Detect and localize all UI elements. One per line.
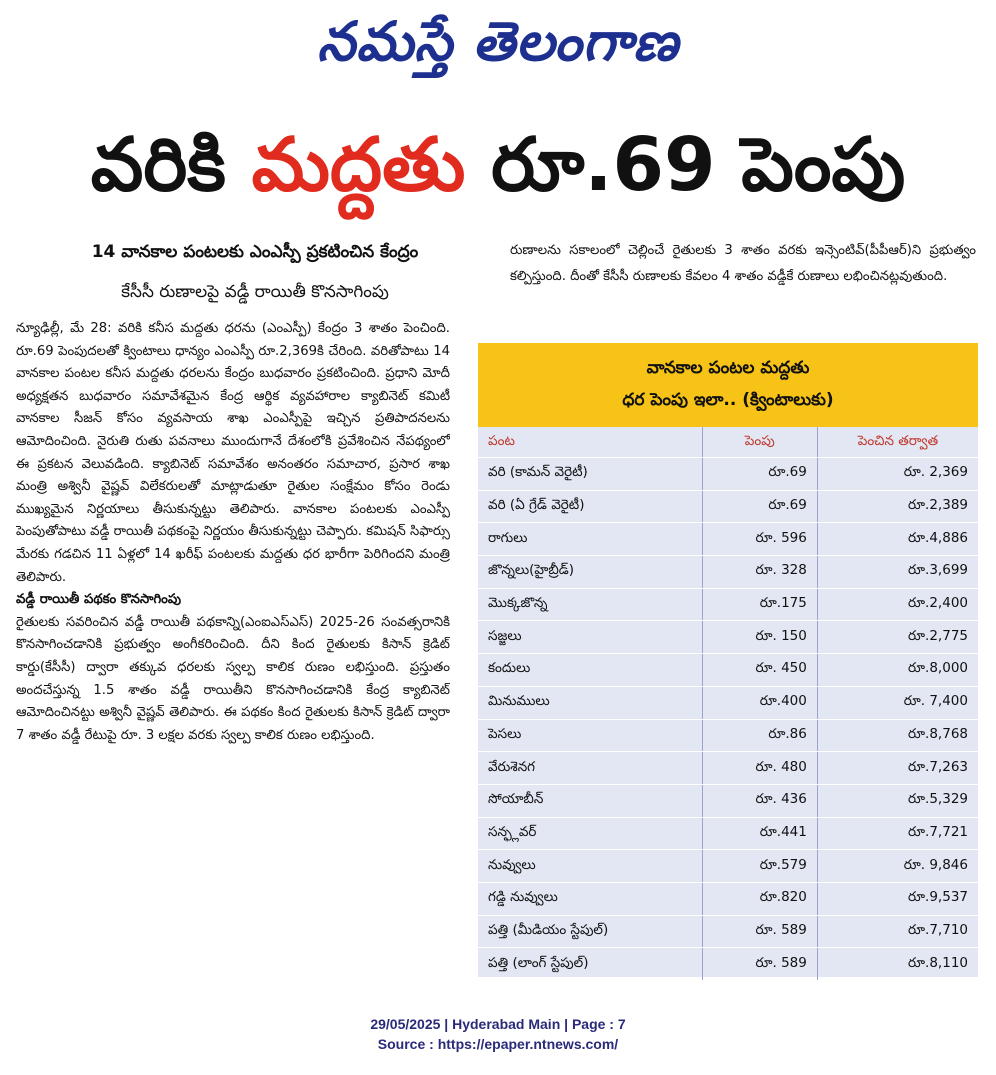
new-price-cell: రూ.4,886: [817, 523, 978, 556]
table-row: [478, 621, 978, 654]
crop-cell: వరి (ఏ గ్రేడ్ వెరైటీ): [478, 490, 702, 523]
crop-cell: పత్తి (లాంగ్ స్టేపుల్): [478, 948, 702, 981]
msp-table-title: [478, 343, 978, 427]
new-price-cell: రూ.7,263: [817, 752, 978, 785]
table-row: [478, 915, 978, 948]
increase-cell: రూ.441: [702, 817, 817, 850]
new-price-cell: రూ. 2,369: [817, 458, 978, 491]
increase-cell: రూ.69: [702, 458, 817, 491]
crop-cell: సోయాబీన్: [478, 784, 702, 817]
msp-table-title-line-1: వానకాల పంటల మద్దతు: [646, 358, 810, 378]
article-subhead: వడ్డీ రాయితీ పథకం కొనసాగింపు: [16, 592, 182, 608]
headline-part-3: రూ.69 పెంపు: [491, 122, 906, 208]
crop-cell: సజ్జలు: [478, 621, 702, 654]
table-row: [478, 752, 978, 785]
increase-cell: రూ.820: [702, 882, 817, 915]
new-price-cell: రూ.2,389: [817, 490, 978, 523]
table-row: [478, 850, 978, 883]
crop-cell: వేరుశెనగ: [478, 752, 702, 785]
headline-part-2-highlight: మద్దతు: [251, 122, 466, 208]
increase-cell: రూ.69: [702, 490, 817, 523]
subheading-secondary: కేసీసీ రుణాలపై వడ్డీ రాయితీ కొనసాగింపు: [121, 282, 389, 302]
increase-cell: రూ. 589: [702, 915, 817, 948]
increase-cell: రూ.86: [702, 719, 817, 752]
article-paragraph-1: న్యూఢిల్లీ, మే 28: వరికి కనీస మద్దతు ధరను (ఎంఎస్పీ) కేంద్రం 3 శాతం పెంచింది. రూ.69 పెంపుదలతో క్వింటాలు ధాన్యం ఎంఎస్పీ రూ.2,369కి చేరింది. వరితోపాటు 14 వానకాల పంటల కనీస మద్దతు ధరలను కేంద్రం బుధవారం ప్రకటించింది. ప్రధాని మోదీ అధ్యక్షతన బుధవారం సమావేశమైన కేంద్ర ఆర్థిక వ్యవహారాల క్యాబినెట్ కమిటీ వానకాల సీజన్ కోసం వ్యవసాయ శాఖ ఎంఎస్పీపై ఇచ్చిన ప్రతిపాదనలను ఆమోదించింది. నైరుతి రుతు పవనాలు ముందుగానే దేశంలోకి ప్రవేశించిన నేపథ్యంలో ఈ ప్రకటన వెలువడింది. క్యాబినెట్ సమావేశం అనంతరం సమాచార, ప్రసార శాఖ మంత్రి అశ్వినీ వైష్ణవ్ విలేకరులతో మాట్లాడుతూ రైతుల సంక్షేమం కోసం రెండు ముఖ్యమైన నిర్ణయాలు తీసుకున్నట్టు తెలిపారు. వానకాల పంటలకు ఎంఎస్పీ పెంపుతోపాటు వడ్డీ రాయితీ పథకంపై నిర్ణయం తీసుకున్నట్టు చెప్పారు. కమిషన్ సిఫార్సు మేరకు గడచిన 11 ఏళ్లలో 14 ఖరీఫ్ పంటలకు మద్దతు ధర భారీగా పెరిగిందని మంత్రి తెలిపారు.: [16, 321, 450, 585]
crop-cell: పత్తి (మీడియం స్టేపుల్): [478, 915, 702, 948]
increase-cell: రూ.175: [702, 588, 817, 621]
new-price-cell: రూ.9,537: [817, 882, 978, 915]
table-row: [478, 784, 978, 817]
new-price-cell: రూ.8,000: [817, 654, 978, 687]
new-price-cell: రూ.5,329: [817, 784, 978, 817]
table-row: [478, 882, 978, 915]
new-price-cell: రూ. 9,846: [817, 850, 978, 883]
table-row: [478, 817, 978, 850]
msp-table-box: [478, 343, 978, 977]
crop-cell: వరి (కామన్ వెరైటీ): [478, 458, 702, 491]
crop-cell: కందులు: [478, 654, 702, 687]
increase-cell: రూ. 328: [702, 556, 817, 589]
article-paragraph-2: రైతులకు సవరించిన వడ్డీ రాయితీ పథకాన్ని(ఎంఐఎస్ఎస్) 2025-26 సంవత్సరానికి కొనసాగించడానికి ప్రభుత్వం అంగీకరించింది. దీని కింద రైతులకు కిసాన్ క్రెడిట్ కార్డు(కేసీసీ) ద్వారా తక్కువ ధరలకు స్వల్ప కాలిక రుణం లభిస్తుంది. ప్రస్తుతం అందచేస్తున్న 1.5 శాతం వడ్డీ రాయితీని కొనసాగించడానికి కేంద్ర క్యాబినెట్ ఆమోదించినట్టు అశ్వినీ వైష్ణవ్ తెలిపారు. ఈ పథకం కింద రైతులకు కిసాన్ క్రెడిట్ ద్వారా 7 శాతం వడ్డీ రేటుపై రూ. 3 లక్షల వరకు స్వల్ప కాలిక రుణం లభిస్తుంది.: [16, 614, 450, 743]
increase-cell: రూ. 436: [702, 784, 817, 817]
table-row: [478, 458, 978, 491]
crop-cell: గడ్డి నువ్వులు: [478, 882, 702, 915]
crop-cell: పెసలు: [478, 719, 702, 752]
new-price-cell: రూ.2,775: [817, 621, 978, 654]
header-increase: పెంపు: [702, 427, 817, 458]
new-price-cell: రూ.8,768: [817, 719, 978, 752]
crop-cell: రాగులు: [478, 523, 702, 556]
table-row: [478, 948, 978, 981]
msp-table-title-line-2: ధర పెంపు ఇలా.. (క్వింటాలుకు): [622, 390, 834, 410]
table-row: [478, 523, 978, 556]
msp-table: [478, 427, 978, 981]
increase-cell: రూ.400: [702, 686, 817, 719]
crop-cell: నువ్వులు: [478, 850, 702, 883]
crop-cell: మొక్కజొన్న: [478, 588, 702, 621]
table-row: [478, 654, 978, 687]
header-new-price: పెంచిన తర్వాత: [817, 427, 978, 458]
new-price-cell: రూ.3,699: [817, 556, 978, 589]
new-price-cell: రూ.8,110: [817, 948, 978, 981]
footer-source: Source : https://epaper.ntnews.com/: [377, 1036, 619, 1052]
table-header-row: [478, 427, 978, 458]
increase-cell: రూ. 589: [702, 948, 817, 981]
crop-cell: జొన్నలు(హైబ్రీడ్): [478, 556, 702, 589]
article-left-column: [16, 318, 450, 990]
footer-date-edition: 29/05/2025 | Hyderabad Main | Page : 7: [370, 1016, 626, 1032]
table-row: [478, 686, 978, 719]
increase-cell: రూ.579: [702, 850, 817, 883]
increase-cell: రూ. 596: [702, 523, 817, 556]
newspaper-masthead: నమస్తే తెలంగాణ: [317, 10, 679, 73]
new-price-cell: రూ.7,710: [817, 915, 978, 948]
headline-part-1: వరికి: [90, 122, 226, 208]
table-row: [478, 556, 978, 589]
header-crop: పంట: [478, 427, 702, 458]
crop-cell: మినుములు: [478, 686, 702, 719]
table-row: [478, 719, 978, 752]
increase-cell: రూ. 480: [702, 752, 817, 785]
increase-cell: రూ. 150: [702, 621, 817, 654]
table-row: [478, 588, 978, 621]
table-row: [478, 490, 978, 523]
subheading-primary: 14 వానకాల పంటలకు ఎంఎస్పీ ప్రకటించిన కేంద్రం: [91, 242, 419, 262]
headline: [0, 106, 996, 224]
new-price-cell: రూ.7,721: [817, 817, 978, 850]
new-price-cell: రూ.2,400: [817, 588, 978, 621]
page-footer: [0, 1014, 996, 1054]
increase-cell: రూ. 450: [702, 654, 817, 687]
new-price-cell: రూ. 7,400: [817, 686, 978, 719]
crop-cell: సన్ఫ్లవర్: [478, 817, 702, 850]
article-paragraph-3: రుణాలను సకాలంలో చెల్లించే రైతులకు 3 శాతం వరకు ఇన్సెంటివ్(పీపీఆర్)ని ప్రభుత్వం కల్పిస్తుంది. దీంతో కేసీసీ రుణాలకు కేవలం 4 శాతం వడ్డీకే రుణాలు లభించినట్లవుతుంది.: [510, 243, 976, 284]
